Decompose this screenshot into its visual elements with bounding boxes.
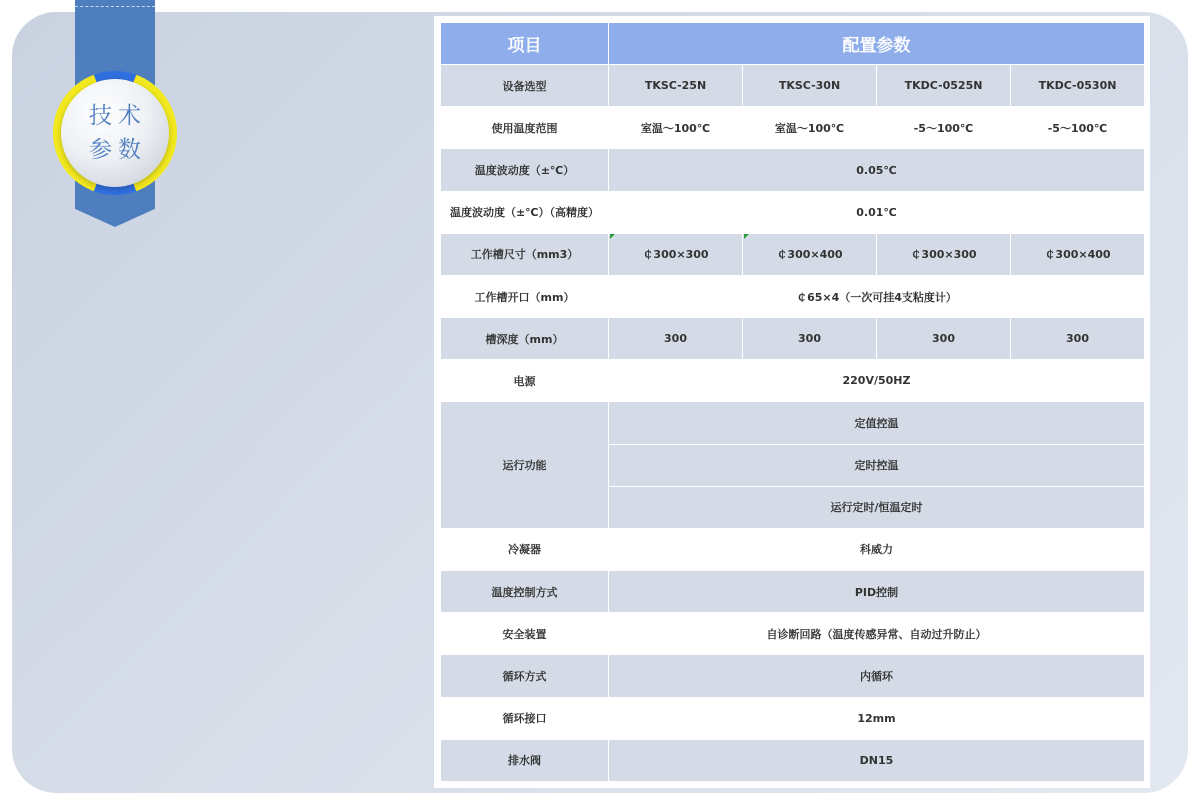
badge-title-line2: 参数	[89, 137, 147, 163]
table-row-temp-range	[441, 107, 1145, 149]
row-label: 设备选型	[441, 65, 609, 107]
table-row-fluctuation-high-precision	[441, 191, 1145, 233]
header-config: 配置参数	[609, 23, 1145, 65]
row-label: 循环接口	[441, 697, 609, 739]
table-row-drain	[441, 739, 1145, 781]
row-label: 运行功能	[441, 402, 609, 528]
header-item: 项目	[441, 23, 609, 65]
cell-value: -5～100℃	[1011, 107, 1145, 149]
row-label: 电源	[441, 360, 609, 402]
badge-title-line1: 技术	[89, 103, 147, 129]
row-label: 温度控制方式	[441, 571, 609, 613]
cell-value: 定值控温	[609, 402, 1145, 444]
cell-value: 科威力	[609, 528, 1145, 570]
cell-marker-triangle	[610, 234, 615, 239]
cell-value: ￠300×400	[743, 233, 877, 275]
cell-value: 运行定时/恒温定时	[609, 486, 1145, 528]
cell-value: 0.05℃	[609, 149, 1145, 191]
cell-value: 300	[1011, 318, 1145, 360]
table-row-port	[441, 697, 1145, 739]
cell-value: 自诊断回路（温度传感异常、自动过升防止）	[609, 613, 1145, 655]
row-label: 冷凝器	[441, 528, 609, 570]
cell-value: 12mm	[609, 697, 1145, 739]
cell-value: TKDC-0530N	[1011, 65, 1145, 107]
table-row-power	[441, 360, 1145, 402]
ribbon-stitch-line	[75, 6, 155, 7]
row-label: 工作槽开口（mm）	[441, 275, 609, 317]
cell-value: 室温～100℃	[609, 107, 743, 149]
cell-value: 内循环	[609, 655, 1145, 697]
cell-value: -5～100℃	[877, 107, 1011, 149]
row-label: 排水阀	[441, 739, 609, 781]
cell-marker-triangle	[744, 234, 749, 239]
row-label: 安全装置	[441, 613, 609, 655]
table-row-functions	[441, 402, 1145, 444]
section-badge	[61, 79, 169, 187]
cell-value: PID控制	[609, 571, 1145, 613]
row-label: 温度波动度（±℃）	[441, 149, 609, 191]
table-header-row	[441, 23, 1145, 65]
cell-value: 220V/50HZ	[609, 360, 1145, 402]
cell-value: TKSC-30N	[743, 65, 877, 107]
cell-value: 室温～100℃	[743, 107, 877, 149]
table-row-fluctuation	[441, 149, 1145, 191]
cell-value: ￠300×300	[609, 233, 743, 275]
cell-value: 300	[609, 318, 743, 360]
cell-value: 300	[877, 318, 1011, 360]
cell-value: ￠300×400	[1011, 233, 1145, 275]
cell-value: TKDC-0525N	[877, 65, 1011, 107]
row-label: 槽深度（mm）	[441, 318, 609, 360]
table-row-circulation	[441, 655, 1145, 697]
table-row-safety	[441, 613, 1145, 655]
cell-value: 300	[743, 318, 877, 360]
table-row-depth	[441, 318, 1145, 360]
cell-value: 0.01℃	[609, 191, 1145, 233]
cell-value: TKSC-25N	[609, 65, 743, 107]
cell-value: DN15	[609, 739, 1145, 781]
spec-table-card	[434, 16, 1150, 788]
cell-value: ￠65×4（一次可挂4支粘度计）	[609, 275, 1145, 317]
spec-table	[440, 22, 1145, 782]
table-row-control	[441, 571, 1145, 613]
row-label: 工作槽尺寸（mm3）	[441, 233, 609, 275]
cell-value: ￠300×300	[877, 233, 1011, 275]
table-row-tank-size	[441, 233, 1145, 275]
row-label: 循环方式	[441, 655, 609, 697]
table-row-opening	[441, 275, 1145, 317]
cell-value: 定时控温	[609, 444, 1145, 486]
row-label: 使用温度范围	[441, 107, 609, 149]
row-label: 温度波动度（±℃）（高精度）	[441, 191, 609, 233]
table-row-condenser	[441, 528, 1145, 570]
table-row-model	[441, 65, 1145, 107]
